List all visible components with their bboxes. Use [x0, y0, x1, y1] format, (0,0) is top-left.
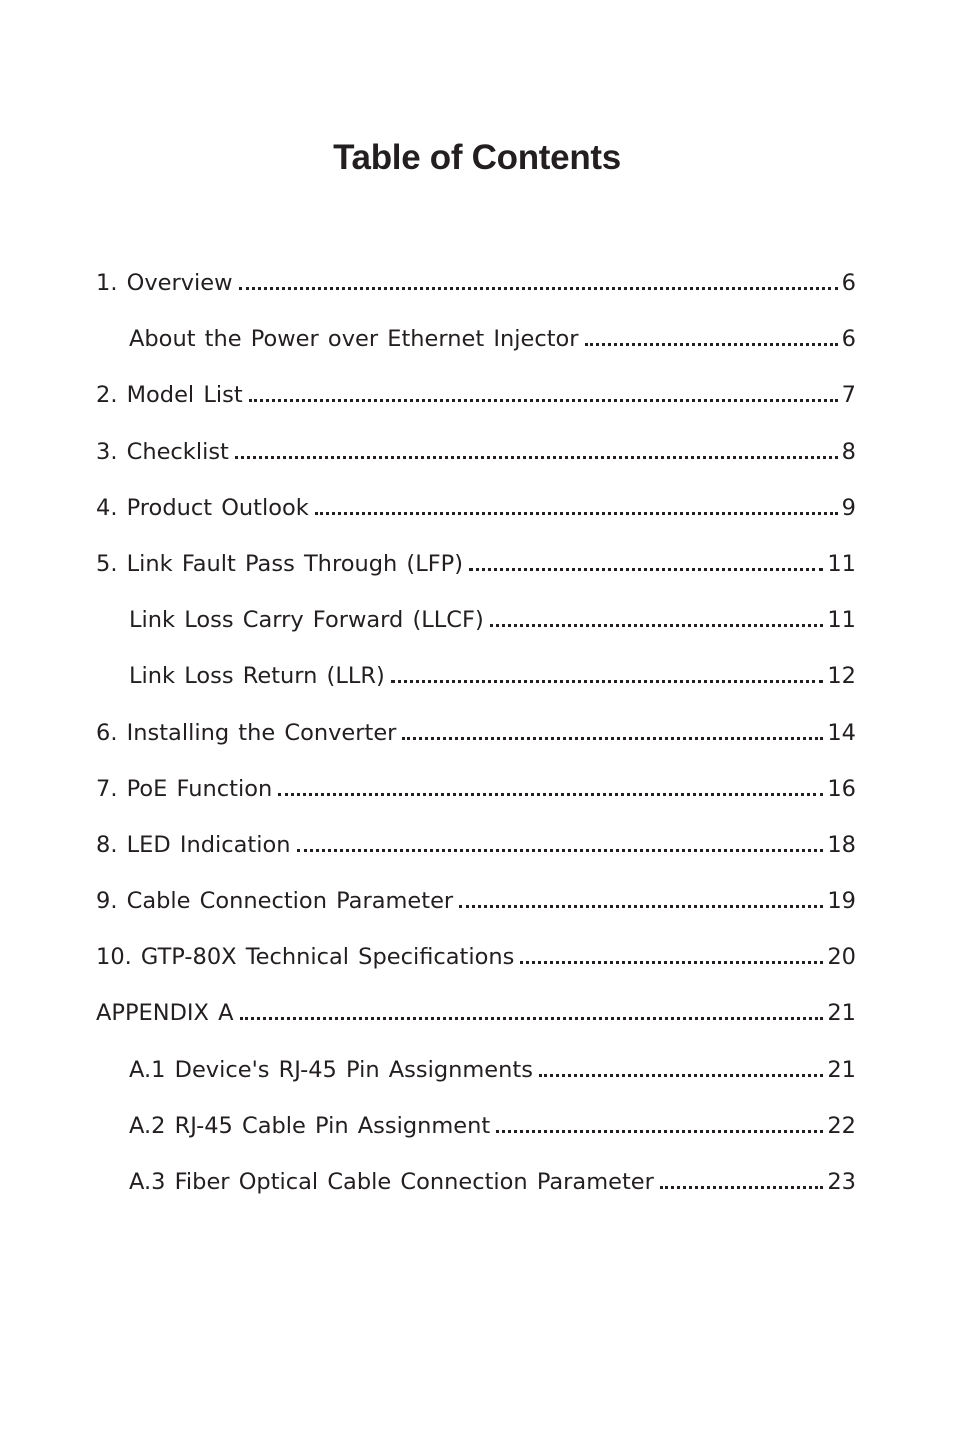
toc-entry[interactable] — [96, 994, 856, 1050]
toc-entry-page: 14 — [827, 719, 856, 746]
toc-entry[interactable] — [96, 770, 856, 826]
toc-entry[interactable] — [96, 714, 856, 770]
dot-leader — [459, 886, 823, 908]
dot-leader — [240, 998, 824, 1020]
toc-entry-page: 6 — [841, 326, 856, 353]
toc-entry-label: 4. Product Outlook — [96, 494, 309, 521]
toc-entry-page: 22 — [827, 1112, 856, 1139]
toc-entry-label: Link Loss Return (LLR) — [129, 663, 385, 690]
toc-entry-page: 9 — [841, 494, 856, 521]
toc-entry-label: 5. Link Fault Pass Through (LFP) — [96, 550, 464, 577]
dot-leader — [315, 493, 838, 515]
toc-entry-label: 10. GTP-80X Technical Specifications — [96, 944, 515, 971]
toc-entry[interactable] — [96, 938, 856, 994]
dot-leader — [496, 1111, 823, 1133]
toc-entry-label: 8. LED Indication — [96, 831, 291, 858]
toc-entry[interactable] — [96, 1107, 856, 1163]
toc-entry-page: 20 — [827, 944, 856, 971]
toc-entry-label: 2. Model List — [96, 382, 243, 409]
dot-leader — [391, 661, 824, 683]
dot-leader — [239, 268, 838, 290]
toc-entry-label: APPENDIX A — [96, 1000, 234, 1027]
dot-leader — [235, 437, 838, 459]
dot-leader — [585, 324, 838, 346]
toc-entry-page: 12 — [827, 663, 856, 690]
toc-entry[interactable] — [96, 489, 856, 545]
toc-entry[interactable] — [96, 433, 856, 489]
toc-entry-page: 16 — [827, 775, 856, 802]
toc-entry[interactable] — [96, 320, 856, 376]
page-title: Table of Contents — [333, 138, 621, 177]
toc-list — [96, 264, 856, 1219]
toc-entry-label: 1. Overview — [96, 270, 233, 296]
toc-entry[interactable] — [96, 376, 856, 432]
toc-entry-label: About the Power over Ethernet Injector — [129, 326, 579, 353]
toc-entry[interactable] — [96, 601, 856, 657]
dot-leader — [660, 1167, 823, 1189]
toc-entry-label: 6. Installing the Converter — [96, 719, 397, 746]
toc-entry[interactable] — [96, 657, 856, 713]
dot-leader — [539, 1055, 823, 1077]
toc-entry-page: 11 — [827, 550, 856, 577]
toc-entry-label: A.1 Device's RJ-45 Pin Assignments — [129, 1056, 533, 1083]
toc-entry-page: 11 — [827, 607, 856, 634]
toc-entry-label: 9. Cable Connection Parameter — [96, 888, 454, 915]
toc-entry-page: 6 — [841, 270, 856, 296]
toc-entry-page: 19 — [827, 888, 856, 915]
toc-entry-label: Link Loss Carry Forward (LLCF) — [129, 607, 484, 634]
dot-leader — [249, 380, 838, 402]
toc-entry-label: 3. Checklist — [96, 438, 229, 465]
toc-entry[interactable] — [96, 545, 856, 601]
toc-entry[interactable] — [96, 826, 856, 882]
toc-entry-page: 7 — [841, 382, 856, 409]
toc-entry[interactable] — [96, 1163, 856, 1219]
toc-entry[interactable] — [96, 882, 856, 938]
dot-leader — [469, 549, 823, 571]
toc-entry-page: 18 — [827, 831, 856, 858]
toc-entry-label: 7. PoE Function — [96, 775, 273, 802]
toc-entry-page: 21 — [827, 1000, 856, 1027]
toc-entry-page: 23 — [827, 1169, 856, 1195]
dot-leader — [297, 830, 824, 852]
dot-leader — [402, 718, 823, 740]
dot-leader — [520, 942, 823, 964]
toc-entry-page: 21 — [827, 1056, 856, 1083]
toc-entry-label: A.2 RJ-45 Cable Pin Assignment — [129, 1112, 491, 1139]
toc-entry-label: A.3 Fiber Optical Cable Connection Parameter — [129, 1169, 654, 1195]
dot-leader — [278, 774, 823, 796]
toc-entry[interactable] — [96, 264, 856, 320]
dot-leader — [490, 605, 824, 627]
toc-entry[interactable] — [96, 1051, 856, 1107]
toc-entry-page: 8 — [841, 438, 856, 465]
